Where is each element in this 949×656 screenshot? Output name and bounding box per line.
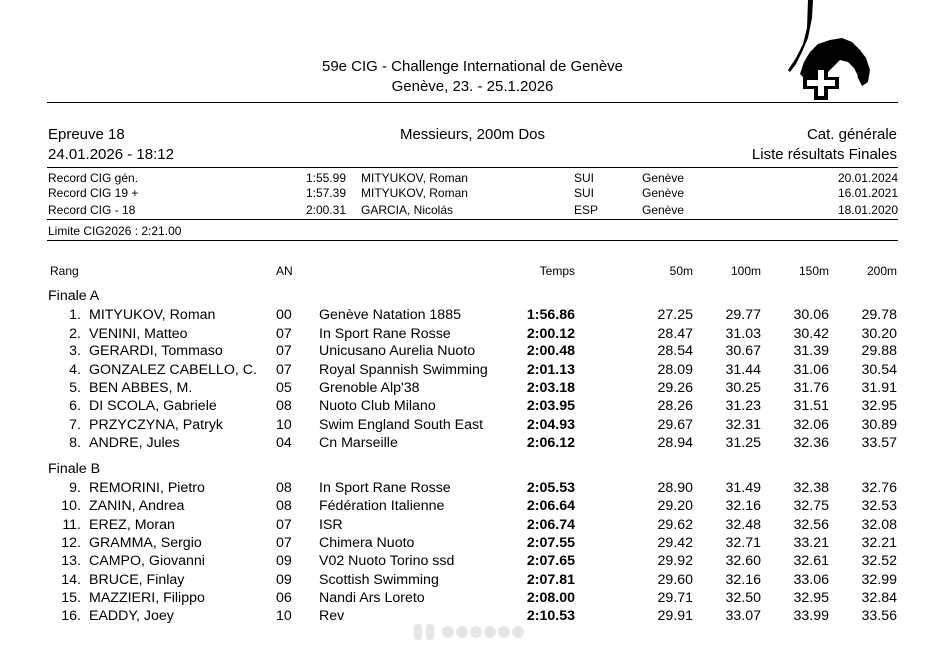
- final-time: 2:01.13: [526, 362, 575, 378]
- swimmer-name: GONZALEZ CABELLO, C.: [89, 362, 257, 378]
- split-100m: 32.16: [725, 572, 761, 588]
- split-100m: 29.77: [725, 307, 761, 323]
- swimmer-name: GRAMMA, Sergio: [89, 535, 202, 551]
- final-title: Finale A: [48, 288, 100, 304]
- final-time: 1:56.86: [526, 307, 575, 323]
- record-nation: ESP: [574, 203, 599, 217]
- split-150m: 32.38: [793, 480, 829, 496]
- record-label: Record CIG gén.: [48, 171, 139, 185]
- swimmer-name: EADDY, Joey: [89, 608, 174, 624]
- split-100m: 32.48: [725, 517, 761, 533]
- swimmer-name: BRUCE, Finlay: [89, 572, 185, 588]
- rank-cell: 5.: [69, 380, 81, 396]
- split-150m: 33.06: [793, 572, 829, 588]
- birth-year: 07: [276, 517, 292, 533]
- split-200m: 29.78: [861, 307, 897, 323]
- club-name: Swim England South East: [319, 417, 484, 433]
- split-100m: 32.60: [725, 553, 761, 569]
- split-200m: 30.20: [861, 326, 897, 342]
- record-date: 20.01.2024: [837, 171, 898, 185]
- split-200m: 31.91: [861, 380, 897, 396]
- final-time: 2:07.65: [526, 553, 575, 569]
- split-200m: 29.88: [861, 343, 897, 359]
- split-100m: 31.25: [725, 435, 761, 451]
- rank-cell: 10.: [61, 498, 81, 514]
- swimmer-name: PRZYCZYNA, Patryk: [89, 417, 224, 433]
- final-time: 2:03.95: [526, 398, 575, 414]
- final-time: 2:10.53: [526, 608, 575, 624]
- split-150m: 30.06: [793, 307, 829, 323]
- club-name: Royal Spannish Swimming: [319, 362, 488, 378]
- club-name: Genève Natation 1885: [319, 307, 461, 323]
- club-name: Grenoble Alp'38: [319, 380, 420, 396]
- divider: [47, 219, 898, 220]
- final-time: 2:04.93: [526, 417, 575, 433]
- split-200m: 33.56: [861, 608, 897, 624]
- split-150m: 31.39: [793, 343, 829, 359]
- swimmer-name: GERARDI, Tommaso: [89, 343, 223, 359]
- split-150m: 31.06: [793, 362, 829, 378]
- split-150m: 30.42: [793, 326, 829, 342]
- birth-year: 07: [276, 535, 292, 551]
- record-name: MITYUKOV, Roman: [361, 171, 468, 185]
- rank-cell: 7.: [69, 417, 81, 433]
- split-150m: 33.99: [793, 608, 829, 624]
- rank-cell: 14.: [61, 572, 81, 588]
- rank-cell: 15.: [61, 590, 81, 606]
- rank-cell: 13.: [61, 553, 81, 569]
- col-100m-header: 100m: [730, 264, 761, 278]
- club-name: V02 Nuoto Torino ssd: [319, 553, 455, 569]
- event-name: Messieurs, 200m Dos: [399, 126, 546, 143]
- final-time: 2:06.74: [526, 517, 575, 533]
- swimmer-name: MITYUKOV, Roman: [89, 307, 216, 323]
- split-200m: 30.54: [861, 362, 897, 378]
- record-label: Record CIG - 18: [48, 203, 136, 217]
- club-name: Nandi Ars Loreto: [319, 590, 425, 606]
- divider: [47, 240, 898, 241]
- event-datetime: 24.01.2026 - 18:12: [48, 146, 174, 163]
- split-150m: 32.95: [793, 590, 829, 606]
- swimmer-name: DI SCOLA, Gabriele: [89, 398, 217, 414]
- final-time: 2:07.55: [526, 535, 575, 551]
- col-50m-header: 50m: [669, 264, 693, 278]
- event-list-type: Liste résultats Finales: [751, 146, 897, 163]
- club-name: In Sport Rane Rosse: [319, 326, 451, 342]
- split-200m: 32.99: [861, 572, 897, 588]
- record-place: Genève: [642, 186, 685, 200]
- club-name: Nuoto Club Milano: [319, 398, 436, 414]
- split-150m: 33.21: [793, 535, 829, 551]
- split-150m: 32.61: [793, 553, 829, 569]
- event-number: Epreuve 18: [48, 126, 125, 143]
- birth-year: 08: [276, 498, 292, 514]
- swimmer-name: ANDRE, Jules: [89, 435, 180, 451]
- record-date: 18.01.2020: [837, 203, 898, 217]
- rank-cell: 8.: [69, 435, 81, 451]
- club-name: In Sport Rane Rosse: [319, 480, 451, 496]
- swimmer-name: MAZZIERI, Filippo: [89, 590, 205, 606]
- split-50m: 28.47: [657, 326, 693, 342]
- split-50m: 29.60: [657, 572, 693, 588]
- split-100m: 31.23: [725, 398, 761, 414]
- split-50m: 29.92: [657, 553, 693, 569]
- birth-year: 07: [276, 362, 292, 378]
- rank-cell: 2.: [69, 326, 81, 342]
- split-100m: 30.67: [725, 343, 761, 359]
- split-50m: 29.26: [657, 380, 693, 396]
- split-100m: 32.16: [725, 498, 761, 514]
- split-100m: 32.50: [725, 590, 761, 606]
- col-150m-header: 150m: [798, 264, 829, 278]
- split-200m: 33.57: [861, 435, 897, 451]
- record-time: 2:00.31: [305, 203, 346, 217]
- final-time: 2:06.64: [526, 498, 575, 514]
- split-50m: 28.94: [657, 435, 693, 451]
- rank-cell: 4.: [69, 362, 81, 378]
- rank-cell: 12.: [61, 535, 81, 551]
- divider: [47, 102, 898, 103]
- swimmer-name: BEN ABBES, M.: [89, 380, 193, 396]
- swimmer-name: EREZ, Moran: [89, 517, 175, 533]
- swimmer-name: ZANIN, Andrea: [89, 498, 185, 514]
- split-50m: 27.25: [657, 307, 693, 323]
- final-time: 2:05.53: [526, 480, 575, 496]
- record-nation: SUI: [574, 171, 595, 185]
- birth-year: 07: [276, 326, 292, 342]
- record-time: 1:57.39: [305, 186, 346, 200]
- split-100m: 32.31: [725, 417, 761, 433]
- split-100m: 31.44: [725, 362, 761, 378]
- rank-cell: 6.: [69, 398, 81, 414]
- col-time-header: Temps: [539, 264, 575, 278]
- split-50m: 29.67: [657, 417, 693, 433]
- final-title: Finale B: [48, 461, 101, 477]
- split-100m: 33.07: [725, 608, 761, 624]
- split-200m: 32.76: [861, 480, 897, 496]
- birth-year: 08: [276, 398, 292, 414]
- club-name: Cn Marseille: [319, 435, 398, 451]
- record-time: 1:55.99: [305, 171, 346, 185]
- split-50m: 29.20: [657, 498, 693, 514]
- swimmer-name: CAMPO, Giovanni: [89, 553, 205, 569]
- rank-cell: 16.: [61, 608, 81, 624]
- club-name: ISR: [319, 517, 343, 533]
- split-200m: 32.53: [861, 498, 897, 514]
- final-time: 2:07.81: [526, 572, 575, 588]
- birth-year: 10: [276, 417, 292, 433]
- col-year-header: AN: [276, 264, 293, 278]
- split-200m: 32.21: [861, 535, 897, 551]
- record-date: 16.01.2021: [837, 186, 898, 200]
- split-150m: 31.51: [793, 398, 829, 414]
- split-50m: 28.09: [657, 362, 693, 378]
- record-nation: SUI: [574, 186, 595, 200]
- final-time: 2:00.48: [526, 343, 575, 359]
- split-100m: 30.25: [725, 380, 761, 396]
- split-50m: 28.26: [657, 398, 693, 414]
- club-name: Scottish Swimming: [319, 572, 439, 588]
- limit-text: Limite CIG2026 : 2:21.00: [48, 224, 182, 238]
- col-rank-header: Rang: [50, 264, 79, 278]
- club-name: Unicusano Aurelia Nuoto: [319, 343, 476, 359]
- divider: [47, 167, 898, 168]
- split-150m: 32.56: [793, 517, 829, 533]
- club-name: Chimera Nuoto: [319, 535, 415, 551]
- birth-year: 09: [276, 553, 292, 569]
- final-time: 2:06.12: [526, 435, 575, 451]
- page-subtitle: Genève, 23. - 25.1.2026: [391, 78, 554, 95]
- split-50m: 29.71: [657, 590, 693, 606]
- rank-cell: 11.: [62, 517, 81, 533]
- watermark-icon: [404, 622, 544, 642]
- birth-year: 07: [276, 343, 292, 359]
- record-place: Genève: [642, 171, 685, 185]
- split-200m: 32.95: [861, 398, 897, 414]
- split-50m: 29.42: [657, 535, 693, 551]
- split-50m: 28.90: [657, 480, 693, 496]
- event-category: Cat. générale: [806, 126, 897, 143]
- page-title: 59e CIG - Challenge International de Genève: [321, 58, 624, 75]
- split-50m: 28.54: [657, 343, 693, 359]
- birth-year: 05: [276, 380, 292, 396]
- split-150m: 32.06: [793, 417, 829, 433]
- record-name: MITYUKOV, Roman: [361, 186, 468, 200]
- birth-year: 09: [276, 572, 292, 588]
- split-200m: 32.52: [861, 553, 897, 569]
- rank-cell: 9.: [69, 480, 81, 496]
- birth-year: 04: [276, 435, 292, 451]
- final-time: 2:08.00: [526, 590, 575, 606]
- club-name: Rev: [319, 608, 345, 624]
- split-100m: 31.03: [725, 326, 761, 342]
- split-200m: 32.84: [861, 590, 897, 606]
- record-label: Record CIG 19 +: [48, 186, 139, 200]
- split-150m: 32.36: [793, 435, 829, 451]
- birth-year: 06: [276, 590, 292, 606]
- rank-cell: 3.: [69, 343, 81, 359]
- split-100m: 32.71: [725, 535, 761, 551]
- final-time: 2:03.18: [526, 380, 575, 396]
- split-50m: 29.62: [657, 517, 693, 533]
- col-200m-header: 200m: [866, 264, 897, 278]
- record-name: GARCIA, Nicolás: [361, 203, 454, 217]
- birth-year: 10: [276, 608, 292, 624]
- record-place: Genève: [642, 203, 685, 217]
- split-150m: 32.75: [793, 498, 829, 514]
- club-name: Fédération Italienne: [319, 498, 445, 514]
- split-50m: 29.91: [657, 608, 693, 624]
- split-150m: 31.76: [793, 380, 829, 396]
- swimmer-name: REMORINI, Pietro: [89, 480, 205, 496]
- split-200m: 32.08: [861, 517, 897, 533]
- split-100m: 31.49: [725, 480, 761, 496]
- rank-cell: 1.: [69, 307, 81, 323]
- final-time: 2:00.12: [526, 326, 575, 342]
- split-200m: 30.89: [861, 417, 897, 433]
- birth-year: 08: [276, 480, 292, 496]
- birth-year: 00: [276, 307, 292, 323]
- swimmer-name: VENINI, Matteo: [89, 326, 188, 342]
